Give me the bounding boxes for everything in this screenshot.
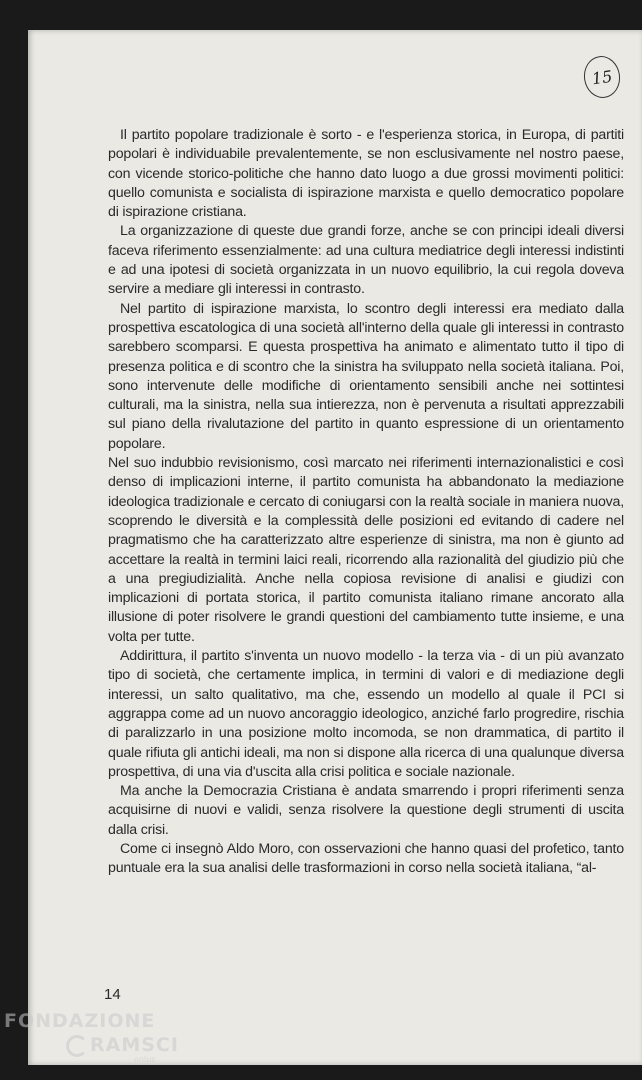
- document-page: [28, 30, 642, 1065]
- paragraph: Il partito popolare tradizionale è sorto - e l'esperienza storica, in Europa, di partiti popolari è individuabile prevalentemente, se non esclusivamente nel nostro paese, con vicende storico-politiche che hanno dato luogo a due grossi movimenti politici: quello comunista e socialista di ispirazione marxista e quello democratico popolare di ispirazione cristiana.: [108, 127, 624, 221]
- page-number: 14: [104, 986, 121, 1003]
- body-text: [108, 126, 624, 879]
- watermark-logo: [4, 1010, 179, 1064]
- watermark-line2: RAMSCI: [66, 1034, 179, 1057]
- watermark-sub: onlus: [134, 1054, 156, 1064]
- paragraph: Nel suo indubbio revisionismo, così marcato nei riferimenti internazionalistici e così denso di implicazioni interne, il partito comunista ha abbandonato la mediazione ideologica tradizionale e cercato di coniugarsi con la realtà sociale in maniera nuova, scoprendo le diversità e la complessità delle posizioni ed evitando di cadere nel pragmatismo che ha caratterizzato altre esperienze di sinistra, ma non è giunto ad accettare la realtà in termini laici reali, ricorrendo alla razionalità del giudizio più che a una pregiudizialità. Anche nella copiosa revisione di analisi e giudizi con implicazioni di portata storica, il partito comunista italiano rimane ancorato alla illusione di poter risolvere le grandi questioni del cambiamento tutte insieme, e una volta per tutte.: [108, 455, 624, 645]
- paragraph: Come ci insegnò Aldo Moro, con osservazioni che hanno quasi del profetico, tanto puntuale era la sua analisi delle trasformazioni in corso nella società italiana, “al-: [108, 840, 624, 877]
- g-logo-icon: [66, 1035, 88, 1057]
- paragraph: Ma anche la Democrazia Cristiana è andata smarrendo i propri riferimenti senza acquisirne di nuovi e validi, senza risolvere la questione degli strumenti di uscita dalla crisi.: [108, 783, 624, 838]
- paragraph: Addirittura, il partito s'inventa un nuovo modello - la terza via - di un più avanzato tipo di società, che certamente implica, in termini di valori e di mediazione degli interessi, un salto qualitativo, ma che, essendo un modello al quale il PCI si aggrappa come ad un nuovo ancoraggio ideologico, anziché farlo progredire, rischia di paralizzarlo in una posizione molto incomoda, se non drammatica, di partito il quale rifiuta gli antichi ideali, ma non si dispone alla ricerca di una qualunque diversa prospettiva, di una via d'uscita alla crisi politica e sociale nazionale.: [108, 648, 624, 780]
- paragraph: Nel partito di ispirazione marxista, lo scontro degli interessi era mediato dalla prospettiva escatologica di una società all'interno della quale gli interessi in contrasto sarebbero scomparsi. E questa prospettiva ha animato e alimentato tutto il tipo di presenza politica e di scontro che la sinistra ha sviluppato nella società italiana. Poi, sono intervenute delle modifiche di orientamento sensibili anche nei sottintesi culturali, ma la sinistra, nella sua intierezza, non è pervenuta a risultati apprezzabili sul piano della rivalutazione del partito in quanto espressione di un orientamento popolare.: [108, 300, 624, 452]
- folio-number: 15: [581, 54, 622, 101]
- watermark-line1: FONDAZIONE: [4, 1010, 156, 1032]
- paragraph: La organizzazione di queste due grandi forze, anche se con principi ideali diversi faceva riferimento essenzialmente: ad una cultura mediatrice degli interessi indistinti e ad una ipotesi di società organizzata in un nuovo equilibrio, la cui regola doveva servire a mediare gli interessi in contrasto.: [108, 223, 624, 298]
